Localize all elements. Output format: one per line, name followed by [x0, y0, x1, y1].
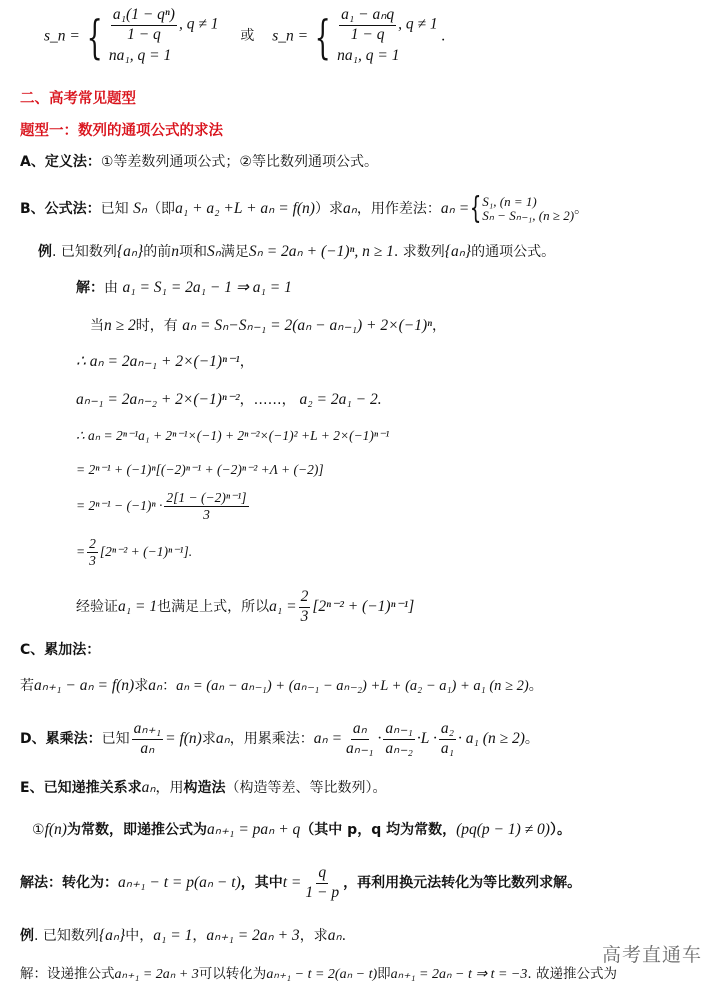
method-e1-text-3: ）。 — [549, 822, 571, 838]
method-a-text: ①等差数列通项公式；②等比数列通项公式。 — [100, 154, 378, 170]
solution-1-formula-line-3: ∴ aₙ = 2aₙ₋₁ + 2×(−1)ⁿ⁻¹ — [76, 353, 240, 370]
method-e1-mark: ① — [32, 822, 45, 838]
example-1-text-1: . 已知数列 — [52, 244, 117, 260]
method-d-text-3: ，用累乘法： — [229, 731, 314, 748]
solution-1-line-4-a: aₙ₋₁ = 2aₙ₋₂ + 2×(−1)ⁿ⁻² — [76, 391, 240, 408]
method-e-text-3: （构造等差、等比数列）。 — [225, 780, 387, 796]
solution-1-text-2: 当 — [90, 318, 104, 334]
example-2-text-4: ，求 — [299, 928, 328, 944]
method-e1-text-2: （其中 p，q 均为常数， — [300, 822, 457, 838]
solution-1-line-8-den: 3 — [89, 553, 96, 569]
solution-1-verify-formula-3: [2ⁿ⁻² + (−1)ⁿ⁻¹] — [312, 598, 415, 616]
watermark: 高考直通车 — [601, 944, 702, 966]
sum-frac2-num: a₁ − aₙq — [339, 6, 396, 26]
method-d-mid: ·L · — [416, 730, 437, 748]
example-1-text-5: . 求数列 — [393, 244, 445, 260]
solution-2-formula-3: aₙ₊₁ = 2aₙ − t ⇒ t = −3 — [390, 967, 528, 982]
method-a-label: A、定义法： — [20, 154, 101, 170]
method-b-cases — [482, 195, 574, 224]
solution-2-formula-2: aₙ₊₁ − t = 2(aₙ − t) — [266, 967, 378, 982]
example-2-label: 例 — [20, 928, 34, 944]
method-solution-den: 1 − p — [305, 883, 340, 901]
solution-2-text-1: 解：设递推公式 — [20, 966, 115, 982]
method-c-formula-1: aₙ₊₁ − aₙ = f(n) — [34, 677, 135, 694]
method-d-end: 。 — [524, 731, 539, 748]
solution-1-line-7-num: 2[1 − (−2)ⁿ⁻¹] — [164, 490, 248, 507]
example-1-formula-2: n — [171, 243, 179, 260]
method-c-text-2: 求 — [134, 678, 149, 694]
method-d-fraction-3 — [383, 720, 415, 758]
method-d: D、累乘法：已知 $\frac{\text{aₙ₊₁}}{\text{aₙ}}$ = f(n)求aₙ，用累乘法：aₙ = $\frac{\text{aₙ}}{\text{aₙ₋₁}}$ · $\frac{\text{aₙ₋₁}}{\text{aₙ₋₂}}$ ·L · $\frac{\text{a₂}}{\text{a₁}}$ · a₁ (n ≥ 2)。 — [20, 720, 539, 757]
solution-1-line-4 — [76, 390, 382, 410]
method-e-text-1: ，用 — [155, 780, 184, 796]
method-c-text-3: ： — [162, 678, 177, 694]
solution-1-line-8 — [76, 536, 192, 569]
left-brace-icon: { — [86, 9, 103, 64]
method-e1-text-1: 为常数，即递推公式为 — [66, 822, 207, 838]
solution-2-text-3: 即 — [377, 966, 391, 982]
method-b-label: B、公式法： — [20, 201, 101, 217]
sum-lhs: s_n = — [44, 27, 80, 45]
sum-fraction-2 — [339, 6, 396, 44]
method-d-fraction-1 — [132, 720, 164, 758]
solution-1-line-3-end: ， — [239, 354, 254, 370]
example-2-text-5: . — [341, 928, 347, 944]
solution-2-text-2: 可以转化为 — [198, 966, 267, 982]
example-2 — [20, 926, 346, 946]
method-d-text-2: 求 — [201, 731, 216, 748]
sum-case2b: na₁, q = 1 — [337, 47, 400, 65]
solution-1-verify-formula-2: a₁ = — [269, 598, 297, 616]
solution-1-line-7-fraction — [164, 490, 248, 523]
method-d-d1: aₙ₋₁ — [346, 739, 374, 757]
sum-case1-cond: , q ≠ 1 — [178, 15, 219, 33]
method-e1 — [32, 820, 571, 840]
example-1-text-6: 的通项公式。 — [471, 244, 556, 260]
sum-cases-1 — [109, 6, 219, 67]
method-b-case-1: S₁, (n = 1) — [482, 193, 537, 209]
solution-1-line-7-den: 3 — [203, 507, 210, 523]
method-solution-text-2: ，其中 — [240, 875, 283, 892]
method-d-n1: aₙ — [351, 720, 369, 740]
solution-1-line-8-fraction — [87, 536, 98, 569]
method-b-formula-2: a₁ + a₂ +L + aₙ = f(n) — [175, 200, 315, 217]
method-d-label: D、累乘法： — [20, 731, 102, 748]
method-c-label: C、累加法： — [20, 642, 101, 658]
example-2-formula-3: aₙ₊₁ = 2aₙ + 3 — [206, 927, 300, 944]
method-b-formula-4: aₙ = — [440, 200, 470, 217]
method-b — [20, 191, 589, 226]
example-1-formula-1: {aₙ} — [116, 243, 144, 260]
method-b-text-3: ）求 — [314, 201, 343, 217]
method-solution-formula-1: aₙ₊₁ − t = p(aₙ − t) — [118, 874, 241, 892]
method-d-den-1: aₙ — [140, 739, 155, 757]
method-c — [20, 676, 543, 696]
method-solution-text-1: 解法：转化为： — [20, 875, 118, 892]
sum-case2: na₁, q = 1 — [108, 47, 172, 65]
solution-1-verify-text-1: 经验证 — [76, 599, 118, 616]
solution-1-text-3e: ， — [431, 318, 446, 334]
method-d-formula-4: · a₁ (n ≥ 2) — [458, 730, 525, 748]
method-d-formula-2: aₙ — [215, 730, 230, 748]
solution-2-text-4: . 故递推公式为 — [527, 966, 617, 982]
method-d-num-1: aₙ₊₁ — [132, 720, 164, 740]
sum-end: . — [441, 27, 446, 45]
solution-1-verify-num: 2 — [299, 588, 311, 608]
solution-1-verify-formula-1: a₁ = 1 — [118, 598, 158, 616]
example-2-text-2: 中， — [125, 928, 154, 944]
method-d-formula-1: = f(n) — [165, 730, 202, 748]
solution-1-line-2 — [90, 316, 446, 336]
method-b-case-2: Sₙ − Sₙ₋₁, (n ≥ 2) — [482, 208, 575, 223]
method-e1-formula-1: f(n) — [44, 821, 67, 838]
method-d-d2: aₙ₋₂ — [385, 739, 413, 757]
left-brace-icon: { — [314, 9, 331, 64]
solution-1-line-8-a: = — [76, 543, 86, 559]
example-2-formula-1: {aₙ} — [98, 927, 126, 944]
section2-title: 二、高考常见题型 — [20, 91, 136, 107]
method-b-end: 。 — [574, 201, 589, 217]
solution-1-line-4-c: a₂ = 2a₁ − 2. — [299, 391, 382, 408]
or-text: 或 — [240, 28, 255, 45]
solution-1-line-3 — [76, 352, 254, 372]
method-solution-num: q — [316, 864, 328, 884]
method-e-text-2: 构造法 — [183, 780, 226, 796]
method-solution — [20, 864, 581, 902]
solution-1-formula-3: aₙ = Sₙ−Sₙ₋₁ = 2(aₙ − aₙ₋₁) + 2×(−1)ⁿ — [182, 317, 432, 334]
solution-1-text-1: 由 — [104, 280, 118, 296]
solution-1-verify-den: 3 — [300, 607, 309, 625]
example-2-text-1: . 已知数列 — [34, 928, 99, 944]
solution-1-formula-2: n ≥ 2 — [104, 317, 136, 334]
solution-1-line-1 — [76, 278, 292, 298]
solution-1-line-7-a: = 2ⁿ⁻¹ − (−1)ⁿ · — [76, 497, 163, 513]
example-1-text-2: 的前 — [143, 244, 172, 260]
method-d-text-1: 已知 — [101, 731, 130, 748]
solution-1-line-8-num: 2 — [87, 536, 98, 553]
method-b-formula-1: Sₙ — [133, 200, 148, 217]
method-e — [20, 778, 387, 798]
solution-1-line-5: ∴ aₙ = 2ⁿ⁻¹a₁ + 2ⁿ⁻¹×(−1) + 2ⁿ⁻²×(−1)² +L + 2×(−1)ⁿ⁻¹ — [76, 428, 390, 443]
method-d-formula-3: aₙ = — [313, 730, 343, 748]
method-c-formula-2: aₙ — [148, 677, 163, 694]
example-1-formula-4: Sₙ = 2aₙ + (−1)ⁿ, n ≥ 1 — [248, 243, 394, 260]
method-d-d3: a₁ — [440, 739, 455, 757]
example-1-formula-3: Sₙ — [206, 243, 221, 260]
left-brace-icon: { — [469, 191, 482, 226]
solution-1-line-7 — [76, 490, 251, 523]
solution-1-verify — [76, 588, 414, 626]
sum-frac1-den: 1 − q — [127, 25, 161, 43]
example-1-text-4: 满足 — [220, 244, 249, 260]
solution-1-verify-fraction — [299, 588, 311, 626]
example-1 — [38, 242, 555, 262]
solution-1-label: 解： — [76, 280, 104, 296]
method-e-formula-1: aₙ — [141, 779, 156, 796]
solution-1-line-8-b: [2ⁿ⁻² + (−1)ⁿ⁻¹]. — [99, 543, 193, 559]
sum-case1b-cond: , q ≠ 1 — [398, 15, 438, 33]
example-2-formula-2: a₁ = 1 — [153, 927, 193, 944]
example-1-text-3: 项和 — [178, 244, 207, 260]
example-2-text-3: ， — [192, 928, 207, 944]
type1-title: 题型一：数列的通项公式的求法 — [20, 123, 223, 139]
method-solution-fraction — [303, 864, 341, 902]
method-b-formula-3: aₙ — [342, 200, 357, 217]
solution-1-formula-1: a₁ = S₁ = 2a₁ − 1 ⇒ a₁ = 1 — [122, 279, 292, 296]
method-d-fraction-2 — [344, 720, 376, 758]
solution-1-text-3: 时，有 — [135, 318, 178, 334]
sum-formula — [44, 6, 445, 67]
solution-1-line-6: = 2ⁿ⁻¹ + (−1)ⁿ[(−2)ⁿ⁻¹ + (−2)ⁿ⁻² +Λ + (−2)] — [76, 462, 324, 477]
method-a — [20, 154, 378, 172]
example-1-formula-5: {aₙ} — [444, 243, 472, 260]
example-1-label: 例 — [38, 244, 52, 260]
method-b-text-4: ，用作差法： — [356, 201, 441, 217]
sum-fraction-1 — [111, 6, 177, 44]
solution-1-line-4-b: ，……， — [239, 392, 296, 408]
sum-cases-2 — [337, 6, 438, 67]
method-b-text-2: （即 — [147, 201, 176, 217]
method-d-n3: a₂ — [439, 720, 456, 740]
solution-2-formula-1: aₙ₊₁ = 2aₙ + 3 — [114, 967, 199, 982]
method-c-formula-3: aₙ = (aₙ − aₙ₋₁) + (aₙ₋₁ − aₙ₋₂) +L + (a₂ − a₁) + a₁ (n ≥ 2) — [176, 678, 529, 694]
method-c-text-1: 若 — [20, 678, 34, 694]
solution-2 — [20, 966, 617, 984]
method-b-text-1: 已知 — [100, 201, 129, 217]
solution-1-verify-text-2: 也满足上式，所以 — [157, 599, 270, 616]
method-c-end: 。 — [528, 678, 543, 694]
method-e1-formula-3: (pq(p − 1) ≠ 0) — [456, 821, 550, 838]
example-2-formula-4: aₙ — [327, 927, 342, 944]
sum-frac2-den: 1 − q — [350, 25, 385, 43]
method-d-n2: aₙ₋₁ — [383, 720, 415, 740]
method-e-label: E、已知递推关系求 — [20, 780, 142, 796]
method-solution-text-3: ，再利用换元法转化为等比数列求解。 — [343, 875, 582, 892]
method-solution-formula-2: t = — [282, 874, 302, 892]
method-e1-formula-2: aₙ₊₁ = paₙ + q — [206, 821, 301, 838]
method-d-fraction-4 — [439, 720, 456, 758]
sum-frac1-num: a₁(1 − qⁿ) — [111, 6, 177, 26]
sum-lhs-2: s_n = — [272, 27, 309, 45]
